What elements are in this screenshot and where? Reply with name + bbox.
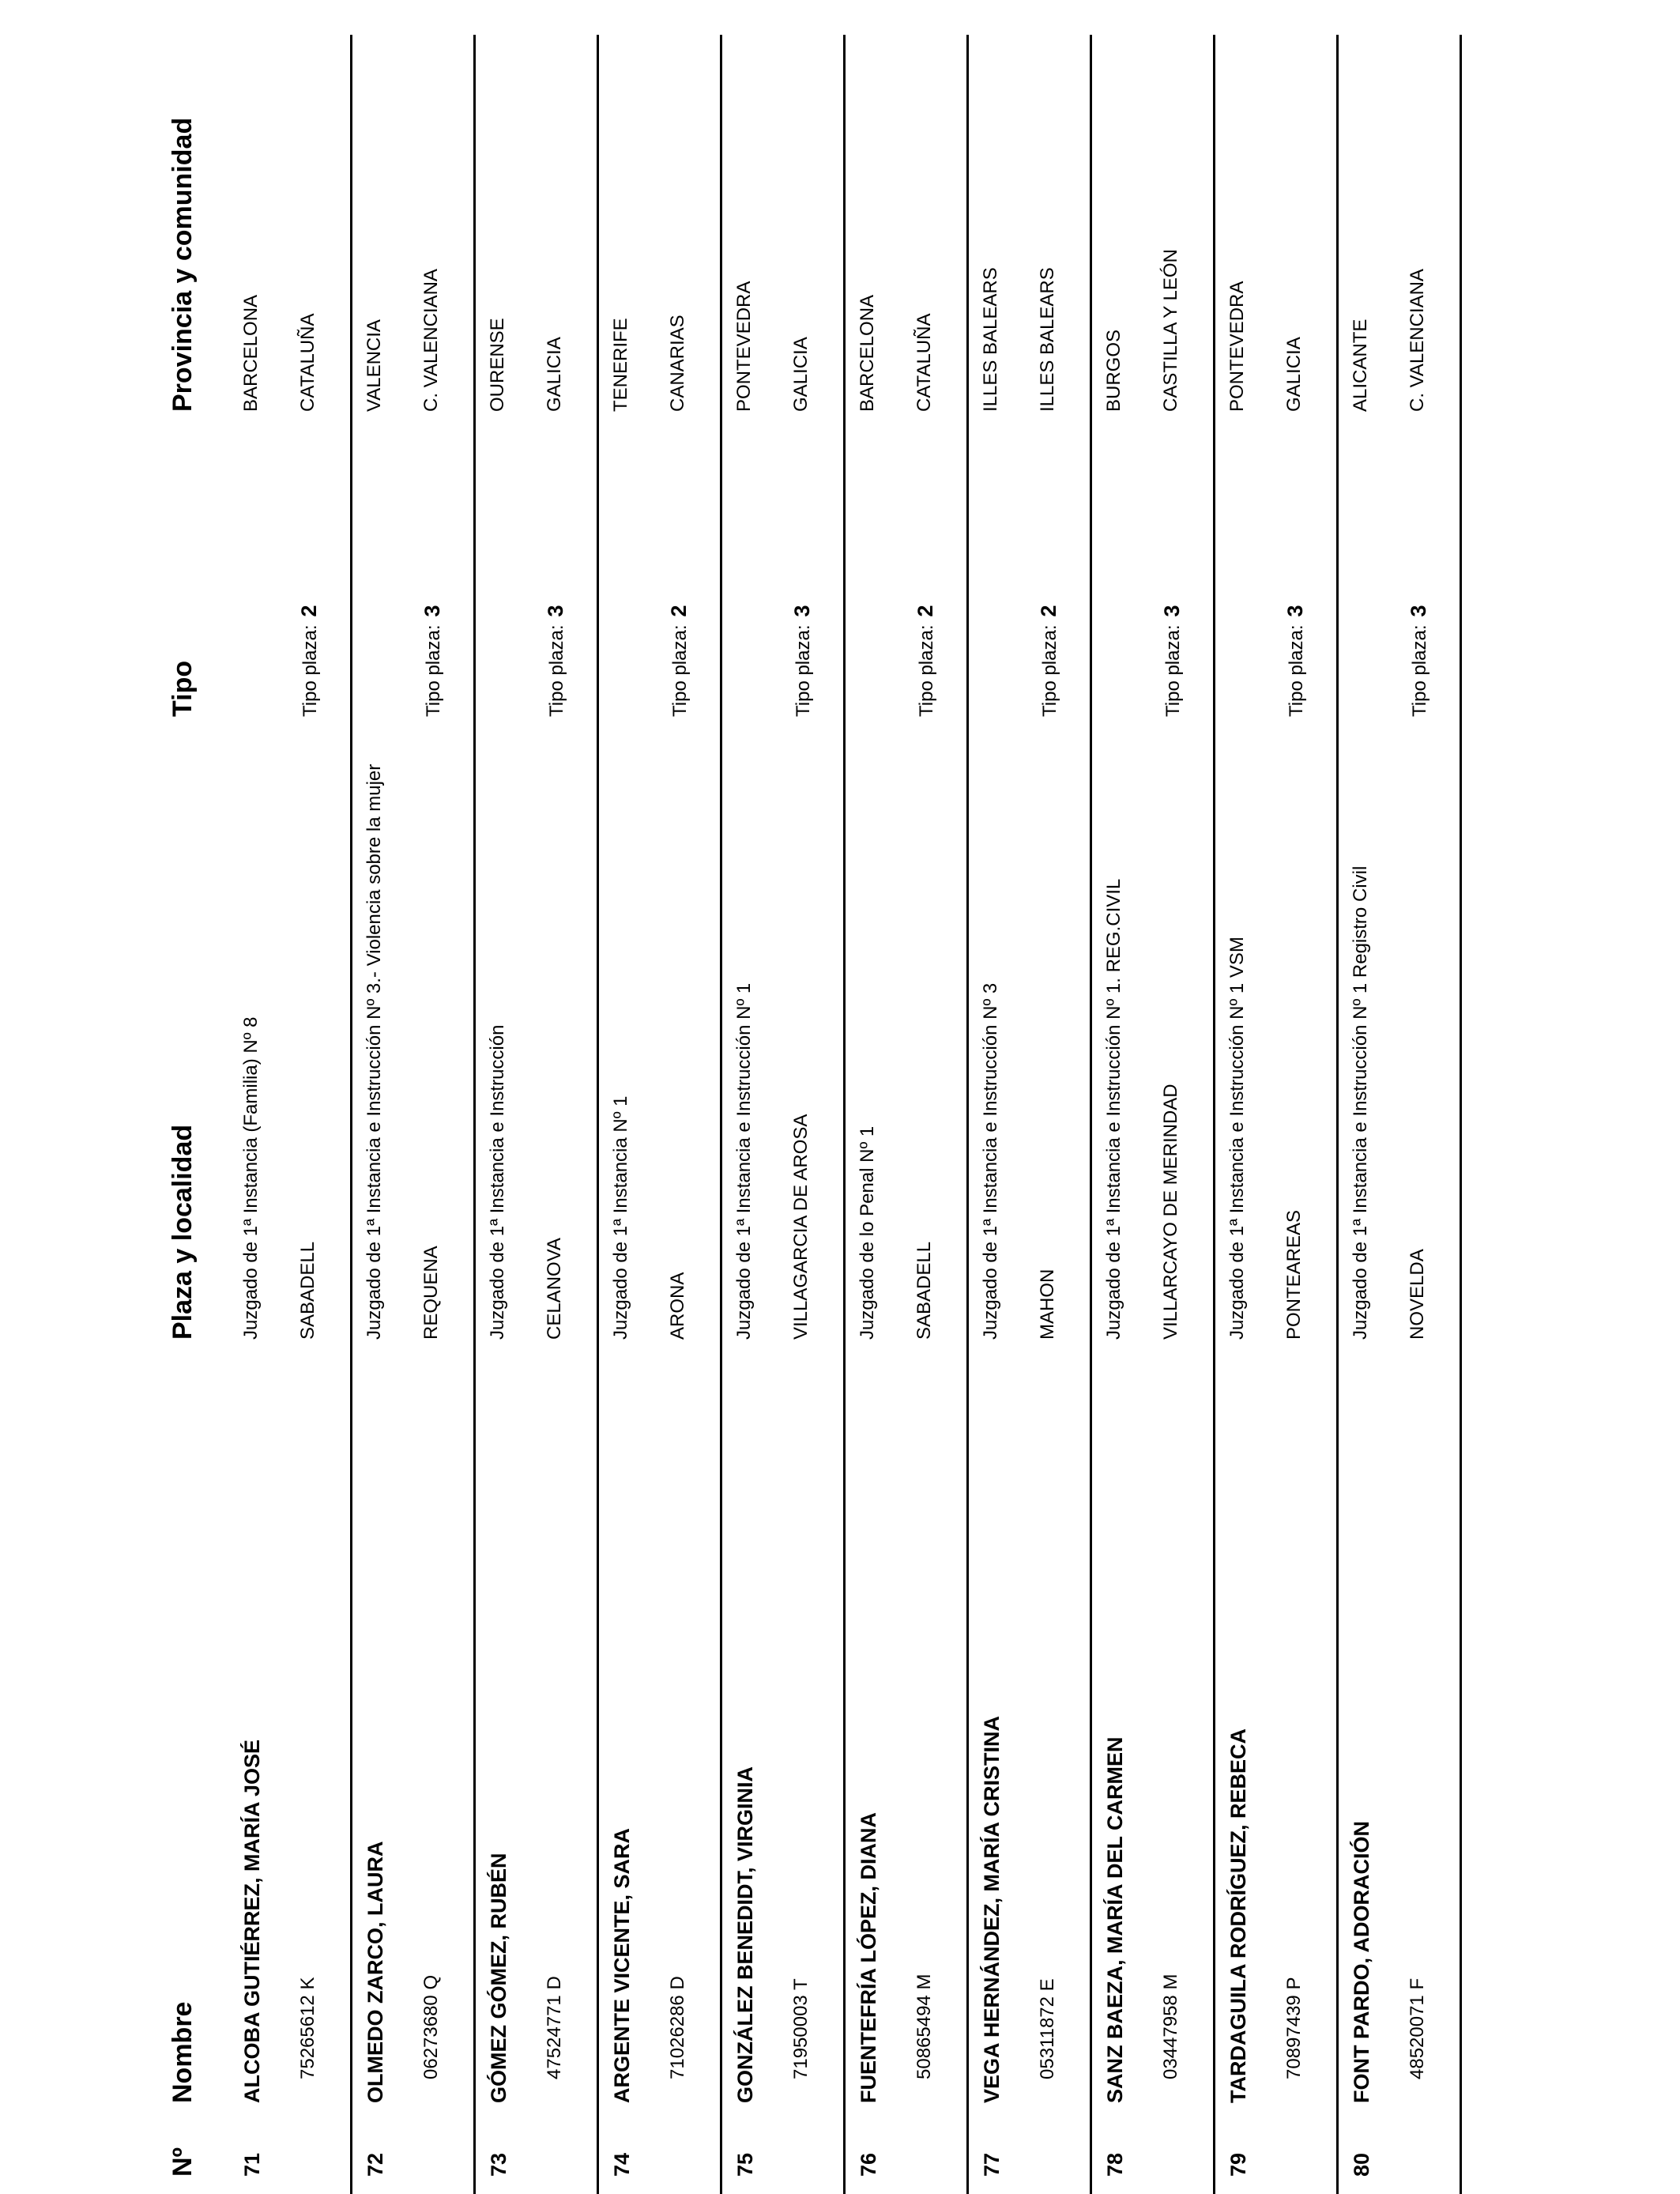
table-row	[1339, 35, 1462, 2194]
row-provincia: TENERIFE	[610, 318, 631, 412]
row-number: 76	[857, 2152, 880, 2177]
table-row	[1215, 35, 1339, 2194]
row-comunidad: C. VALENCIANA	[1407, 269, 1428, 412]
row-localidad: NOVELDA	[1407, 1249, 1428, 1340]
row-dni: 75265612 K	[297, 1977, 318, 2079]
row-comunidad: C. VALENCIANA	[420, 269, 442, 412]
row-tipo-label: Tipo plaza:	[1162, 624, 1184, 717]
row-plaza: Juzgado de 1ª Instancia e Instrucción Nº 1	[733, 982, 755, 1340]
row-comunidad: CATALUÑA	[297, 313, 318, 412]
row-tipo-value: 3	[1283, 605, 1307, 617]
row-localidad: PONTEAREAS	[1283, 1209, 1305, 1340]
row-number: 75	[733, 2152, 757, 2177]
table-header	[168, 0, 215, 2194]
table-row	[969, 35, 1092, 2194]
row-dni: 06273680 Q	[420, 1974, 442, 2079]
row-plaza: Juzgado de lo Penal Nº 1	[857, 1125, 878, 1340]
header-number: Nº	[168, 2147, 198, 2177]
row-tipo-label: Tipo plaza:	[546, 624, 567, 717]
row-name: VEGA HERNÁNDEZ, MARÍA CRISTINA	[980, 1715, 1004, 2103]
table-row	[722, 35, 846, 2194]
row-number: 78	[1103, 2152, 1127, 2177]
row-name: OLMEDO ZARCO, LAURA	[363, 1841, 387, 2103]
row-line-2	[544, 35, 575, 2194]
row-plaza: Juzgado de 1ª Instancia e Instrucción Nº 1. REG.CIVIL	[1103, 878, 1124, 1340]
row-number: 71	[240, 2152, 264, 2177]
row-tipo	[790, 605, 815, 717]
row-name: FONT PARDO, ADORACIÓN	[1350, 1821, 1373, 2103]
table-row	[352, 35, 476, 2194]
row-localidad: SABADELL	[297, 1241, 318, 1340]
table-row	[1092, 35, 1215, 2194]
row-line-1	[980, 35, 1011, 2194]
row-localidad: ARONA	[667, 1272, 688, 1340]
row-line-2	[297, 35, 329, 2194]
row-tipo-value: 3	[420, 605, 444, 617]
header-name: Nombre	[168, 2001, 198, 2103]
header-plaza: Plaza y localidad	[168, 1124, 198, 1340]
row-provincia: BARCELONA	[857, 294, 878, 412]
row-plaza: Juzgado de 1ª Instancia e Instrucción Nº 3.- Violencia sobre la mujer	[363, 763, 385, 1340]
row-tipo	[913, 605, 938, 717]
row-tipo-label: Tipo plaza:	[1409, 624, 1430, 717]
row-tipo	[1160, 605, 1185, 717]
row-tipo-label: Tipo plaza:	[1039, 624, 1060, 717]
row-provincia: PONTEVEDRA	[1226, 281, 1248, 412]
row-line-1	[487, 35, 518, 2194]
row-number: 79	[1226, 2152, 1250, 2177]
row-line-2	[1160, 35, 1192, 2194]
row-name: ALCOBA GUTIÉRREZ, MARÍA JOSÉ	[240, 1739, 264, 2103]
row-line-1	[1350, 35, 1381, 2194]
row-tipo-value: 3	[1160, 605, 1184, 617]
row-comunidad: GALICIA	[544, 337, 565, 412]
row-tipo-label: Tipo plaza:	[669, 624, 691, 717]
row-provincia: PONTEVEDRA	[733, 281, 755, 412]
row-name: FUENTEFRÍA LÓPEZ, DIANA	[857, 1812, 880, 2103]
row-provincia: OURENSE	[487, 318, 508, 412]
row-line-2	[790, 35, 822, 2194]
row-line-2	[1037, 35, 1068, 2194]
row-line-1	[363, 35, 395, 2194]
row-plaza: Juzgado de 1ª Instancia (Familia) Nº 8	[240, 1016, 262, 1340]
row-number: 73	[487, 2152, 510, 2177]
row-tipo-value: 3	[544, 605, 567, 617]
row-line-1	[610, 35, 642, 2194]
row-dni: 71026286 D	[667, 1976, 688, 2079]
row-tipo	[420, 605, 445, 717]
row-plaza: Juzgado de 1ª Instancia e Instrucción	[487, 1024, 508, 1340]
row-dni: 03447958 M	[1160, 1973, 1181, 2079]
row-line-2	[1283, 35, 1315, 2194]
row-line-1	[857, 35, 888, 2194]
row-tipo-label: Tipo plaza:	[299, 624, 321, 717]
row-tipo-value: 2	[1037, 605, 1060, 617]
table-row	[846, 35, 969, 2194]
row-comunidad: ILLES BALEARS	[1037, 267, 1058, 412]
row-tipo	[1283, 605, 1308, 717]
row-dni: 05311872 E	[1037, 1978, 1058, 2079]
row-plaza: Juzgado de 1ª Instancia e Instrucción Nº 1 Registro Civil	[1350, 865, 1371, 1340]
row-tipo-value: 2	[913, 605, 937, 617]
row-localidad: CELANOVA	[544, 1238, 565, 1340]
row-localidad: VILLAGARCIA DE AROSA	[790, 1114, 812, 1340]
row-provincia: VALENCIA	[363, 319, 385, 412]
row-comunidad: CATALUÑA	[913, 313, 935, 412]
row-provincia: BURGOS	[1103, 329, 1124, 412]
row-provincia: ILLES BALEARS	[980, 267, 1001, 412]
row-line-1	[1103, 35, 1135, 2194]
row-tipo	[297, 605, 322, 717]
row-tipo	[1037, 605, 1061, 717]
row-comunidad: GALICIA	[790, 337, 812, 412]
row-number: 74	[610, 2152, 634, 2177]
row-dni: 48520071 F	[1407, 1977, 1428, 2079]
row-tipo	[1407, 605, 1431, 717]
header-tipo: Tipo	[168, 660, 198, 717]
table-row	[599, 35, 722, 2194]
row-dni: 70897439 P	[1283, 1977, 1305, 2079]
row-tipo-value: 3	[790, 605, 814, 617]
row-tipo	[667, 605, 691, 717]
row-dni: 47524771 D	[544, 1976, 565, 2079]
row-tipo-value: 2	[667, 605, 691, 617]
row-name: SANZ BAEZA, MARÍA DEL CARMEN	[1103, 1736, 1127, 2103]
row-localidad: VILLARCAYO DE MERINDAD	[1160, 1084, 1181, 1340]
row-provincia: BARCELONA	[240, 294, 262, 412]
row-name: GÓMEZ GÓMEZ, RUBÉN	[487, 1853, 510, 2103]
table-row	[229, 35, 352, 2194]
row-line-1	[1226, 35, 1258, 2194]
row-localidad: SABADELL	[913, 1241, 935, 1340]
row-name: GONZÁLEZ BENEDIDT, VIRGINIA	[733, 1766, 757, 2103]
row-line-1	[240, 35, 272, 2194]
row-tipo-label: Tipo plaza:	[423, 624, 444, 717]
row-localidad: MAHON	[1037, 1269, 1058, 1340]
row-line-2	[913, 35, 945, 2194]
row-dni: 50865494 M	[913, 1973, 935, 2079]
row-tipo-label: Tipo plaza:	[916, 624, 937, 717]
row-tipo-value: 2	[297, 605, 321, 617]
table-row	[476, 35, 599, 2194]
row-dni: 71950003 T	[790, 1978, 812, 2079]
row-name: ARGENTE VICENTE, SARA	[610, 1827, 634, 2103]
row-plaza: Juzgado de 1ª Instancia Nº 1	[610, 1095, 631, 1340]
row-plaza: Juzgado de 1ª Instancia e Instrucción Nº 1 VSM	[1226, 937, 1248, 1340]
row-number: 77	[980, 2152, 1004, 2177]
row-number: 72	[363, 2152, 387, 2177]
row-line-1	[733, 35, 765, 2194]
row-tipo-value: 3	[1407, 605, 1430, 617]
row-line-2	[1407, 35, 1438, 2194]
row-comunidad: GALICIA	[1283, 337, 1305, 412]
row-line-2	[667, 35, 699, 2194]
row-line-2	[420, 35, 452, 2194]
row-number: 80	[1350, 2152, 1373, 2177]
table-body	[229, 0, 1462, 2194]
row-localidad: REQUENA	[420, 1246, 442, 1340]
header-provincia: Provincia y comunidad	[168, 117, 198, 412]
row-tipo	[544, 605, 568, 717]
row-comunidad: CASTILLA Y LEÓN	[1160, 249, 1181, 412]
row-tipo-label: Tipo plaza:	[1286, 624, 1307, 717]
row-plaza: Juzgado de 1ª Instancia e Instrucción Nº 3	[980, 982, 1001, 1340]
row-name: TARDAGUILA RODRÍGUEZ, REBECA	[1226, 1728, 1250, 2103]
row-comunidad: CANARIAS	[667, 315, 688, 412]
row-tipo-label: Tipo plaza:	[793, 624, 814, 717]
row-provincia: ALICANTE	[1350, 319, 1371, 412]
